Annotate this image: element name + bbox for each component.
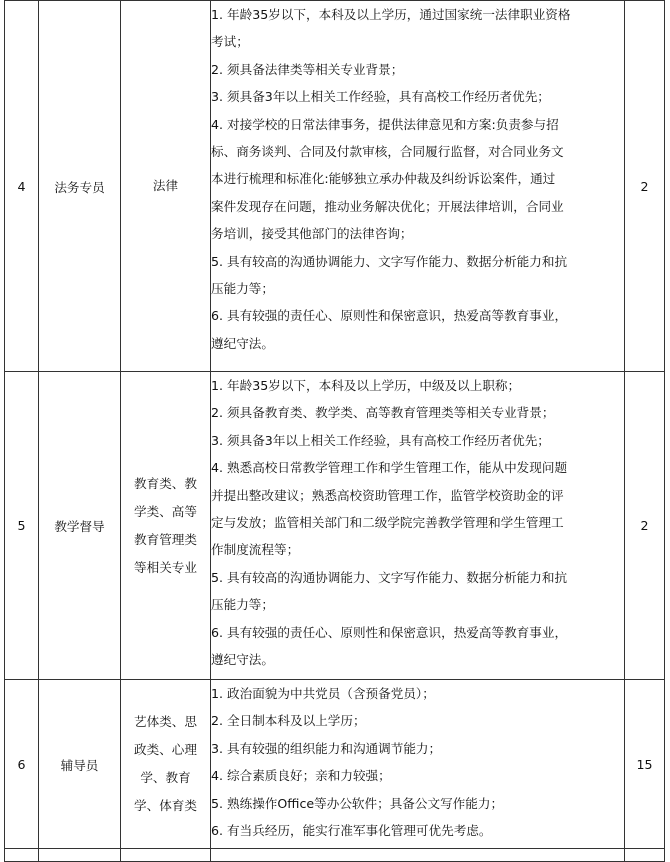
requirement-line: 考试； bbox=[211, 34, 249, 50]
requirement-line: 3. 须具备3年以上相关工作经验，具有高校工作经历者优先； bbox=[211, 89, 550, 105]
row-number: 4 bbox=[5, 1, 39, 372]
headcount: 2 bbox=[625, 1, 665, 372]
position-name: 教学督导 bbox=[39, 372, 121, 680]
job-requirements bbox=[211, 372, 625, 680]
job-requirements bbox=[211, 680, 625, 849]
row-number: 5 bbox=[5, 372, 39, 680]
position-name: 辅导员 bbox=[39, 680, 121, 849]
headcount: 2 bbox=[625, 372, 665, 680]
major-requirement: 艺体类、思政类、心理学、教育学、体育类 bbox=[121, 680, 211, 849]
requirement-line: 2. 全日制本科及以上学历； bbox=[211, 713, 366, 729]
table-row bbox=[5, 680, 665, 849]
requirement-line: 6. 具有较强的责任心、原则性和保密意识，热爱高等教育事业， bbox=[211, 308, 568, 324]
table-row bbox=[5, 372, 665, 680]
table-row bbox=[5, 849, 665, 862]
requirement-line: 标、商务谈判、合同及付款审核，合同履行监督，对合同业务文 bbox=[211, 143, 564, 159]
requirement-line: 定与发放；监管相关部门和二级学院完善教学管理和学生管理工 bbox=[211, 514, 564, 530]
table-row bbox=[5, 1, 665, 372]
requirement-line: 6. 具有较强的责任心、原则性和保密意识，热爱高等教育事业， bbox=[211, 624, 568, 640]
major-requirement: 法律 bbox=[121, 1, 211, 372]
requirement-line: 5. 熟练操作Office等办公软件；具备公文写作能力； bbox=[211, 795, 504, 811]
requirement-line: 压能力等； bbox=[211, 280, 274, 296]
requirement-line: 2. 须具备教育类、教学类、高等教育管理类等相关专业背景； bbox=[211, 405, 555, 421]
requirement-line: 务培训，接受其他部门的法律咨询； bbox=[211, 226, 413, 242]
headcount: 15 bbox=[625, 680, 665, 849]
requirement-line: 压能力等； bbox=[211, 597, 274, 613]
requirement-line: 作制度流程等； bbox=[211, 542, 300, 558]
requirement-line: 遵纪守法。 bbox=[211, 335, 274, 351]
requirement-line: 5. 具有较高的沟通协调能力、文字写作能力、数据分析能力和抗 bbox=[211, 253, 568, 269]
requirement-line: 4. 对接学校的日常法律事务，提供法律意见和方案:负责参与招 bbox=[211, 116, 559, 132]
requirement-line: 并提出整改建议；熟悉高校资助管理工作，监管学校资助金的评 bbox=[211, 487, 564, 503]
requirement-line: 4. 熟悉高校日常教学管理工作和学生管理工作，能从中发现问题 bbox=[211, 460, 568, 476]
requirement-line: 1. 政治面貌为中共党员（含预备党员）； bbox=[211, 686, 435, 701]
requirement-line: 4. 综合素质良好；亲和力较强； bbox=[211, 768, 391, 784]
requirement-line: 遵纪守法。 bbox=[211, 651, 274, 667]
recruitment-table bbox=[4, 0, 665, 862]
position-name: 法务专员 bbox=[39, 1, 121, 372]
requirement-line: 5. 具有较高的沟通协调能力、文字写作能力、数据分析能力和抗 bbox=[211, 569, 568, 585]
job-requirements bbox=[211, 1, 625, 372]
requirement-line: 2. 须具备法律类等相关专业背景； bbox=[211, 61, 404, 77]
requirement-line: 1. 年龄35岁以下，本科及以上学历，通过国家统一法律职业资格 bbox=[211, 7, 571, 22]
requirement-line: 6. 有当兵经历，能实行准军事化管理可优先考虑。 bbox=[211, 822, 492, 838]
requirement-line: 3. 具有较强的组织能力和沟通调节能力； bbox=[211, 740, 442, 756]
requirement-line: 本进行梳理和标准化:能够独立承办仲裁及纠纷诉讼案件，通过 bbox=[211, 171, 556, 187]
row-number: 6 bbox=[5, 680, 39, 849]
requirement-line: 案件发现存在问题，推动业务解决优化；开展法律培训，合同业 bbox=[211, 198, 564, 214]
major-requirement: 教育类、教学类、高等教育管理类等相关专业 bbox=[121, 372, 211, 680]
requirement-line: 3. 须具备3年以上相关工作经验，具有高校工作经历者优先； bbox=[211, 432, 550, 448]
requirement-line: 1. 年龄35岁以下，本科及以上学历，中级及以上职称； bbox=[211, 378, 521, 393]
